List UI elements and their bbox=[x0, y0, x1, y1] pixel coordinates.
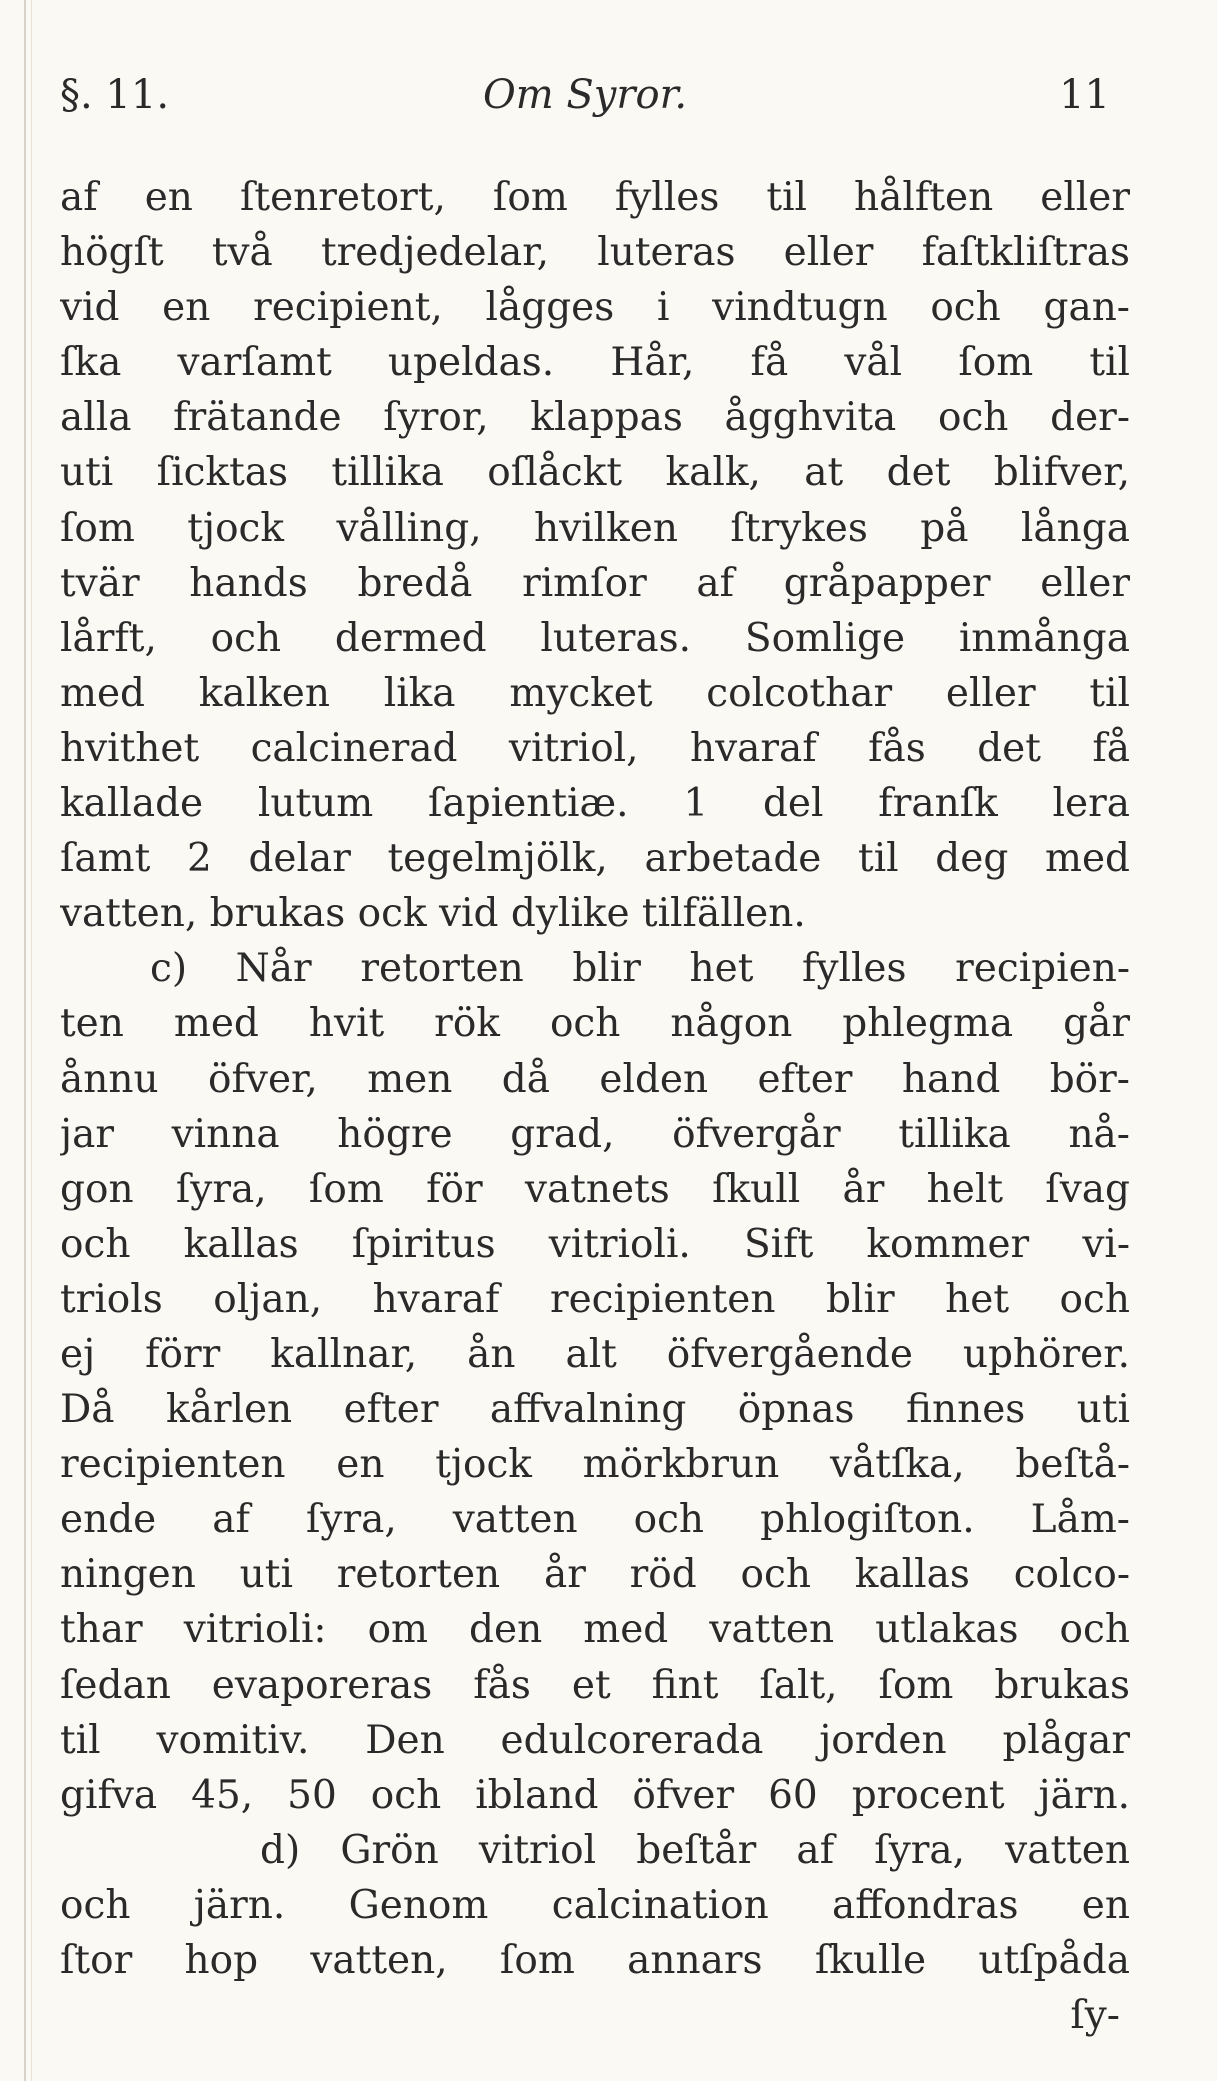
catchword: ſy- bbox=[1070, 1993, 1120, 2039]
running-header bbox=[60, 72, 1110, 132]
text-line: uti ſicktas tillika oſlåckt kalk, at det blifver, bbox=[60, 450, 1130, 496]
text-line: af en ſtenretort, ſom fylles til hålften eller bbox=[60, 175, 1130, 220]
text-line: och kallas ſpiritus vitrioli. Sift kommer vi- bbox=[60, 1221, 1130, 1267]
text-line: triols oljan, hvaraf recipienten blir het och bbox=[60, 1276, 1130, 1322]
text-line: ningen uti retorten år röd och kallas colco- bbox=[60, 1552, 1130, 1598]
text-line: ſedan evaporeras fås et fint ſalt, ſom brukas bbox=[60, 1662, 1130, 1708]
text-line: och järn. Genom calcination affondras en bbox=[60, 1882, 1130, 1928]
text-line: gon ſyra, ſom för vatnets ſkull år helt ſvag bbox=[60, 1166, 1130, 1212]
text-line: hvithet calcinerad vitriol, hvaraf fås det få bbox=[60, 725, 1130, 771]
text-line: recipienten en tjock mörkbrun våtſka, beſtå- bbox=[60, 1442, 1130, 1488]
text-line: ſamt 2 delar tegelmjölk, arbetade til deg med bbox=[60, 836, 1130, 882]
text-line: ånnu öfver, men då elden efter hand bör- bbox=[60, 1056, 1130, 1102]
text-line: Då kårlen efter affvalning öpnas finnes uti bbox=[60, 1387, 1130, 1433]
section-mark: §. 11. bbox=[60, 72, 170, 118]
text-line: ſom tjock vålling, hvilken ſtrykes på långa bbox=[60, 505, 1130, 551]
body-text bbox=[60, 170, 1130, 2043]
text-line: tvär hands bredå rimſor af gråpapper eller bbox=[60, 560, 1130, 606]
text-line: med kalken lika mycket colcothar eller til bbox=[60, 670, 1130, 716]
text-line: kallade lutum ſapientiæ. 1 del franſk lera bbox=[60, 781, 1130, 827]
text-line: thar vitrioli: om den med vatten utlakas och bbox=[60, 1607, 1130, 1653]
page-edge-inner bbox=[31, 0, 32, 2081]
text-line: högſt två tredjedelar, luteras eller faſtkliſtras bbox=[60, 230, 1130, 276]
text-line: ende af ſyra, vatten och phlogiſton. Låm- bbox=[60, 1497, 1130, 1543]
text-line: jar vinna högre grad, öfvergår tillika nå- bbox=[60, 1111, 1130, 1157]
text-line: c) Når retorten blir het fylles recipien- bbox=[150, 946, 1130, 992]
text-line: ej förr kallnar, ån alt öfvergående uphörer. bbox=[60, 1331, 1130, 1377]
text-line: til vomitiv. Den edulcorerada jorden plågar bbox=[60, 1717, 1130, 1763]
text-line: d) Grön vitriol beſtår af ſyra, vatten bbox=[260, 1827, 1130, 1873]
text-line: vatten, brukas ock vid dylike tilfällen. bbox=[60, 891, 806, 937]
text-line: ſtor hop vatten, ſom annars ſkulle utſpåda bbox=[60, 1938, 1130, 1983]
page-number: 11 bbox=[1059, 72, 1110, 118]
text-line: alla frätande ſyror, klappas ågghvita och der- bbox=[60, 395, 1130, 441]
text-line: gifva 45, 50 och ibland öfver 60 procent järn. bbox=[60, 1772, 1130, 1818]
text-line: ten med hvit rök och någon phlegma går bbox=[60, 1001, 1130, 1047]
text-line: vid en recipient, lågges i vindtugn och gan- bbox=[60, 285, 1130, 331]
text-line: ſka varſamt upeldas. Hår, få vål ſom til bbox=[60, 340, 1130, 386]
page-edge bbox=[24, 0, 26, 2081]
text-line: lårft, och dermed luteras. Somlige inmånga bbox=[60, 615, 1130, 661]
running-title: Om Syror. bbox=[482, 72, 688, 118]
